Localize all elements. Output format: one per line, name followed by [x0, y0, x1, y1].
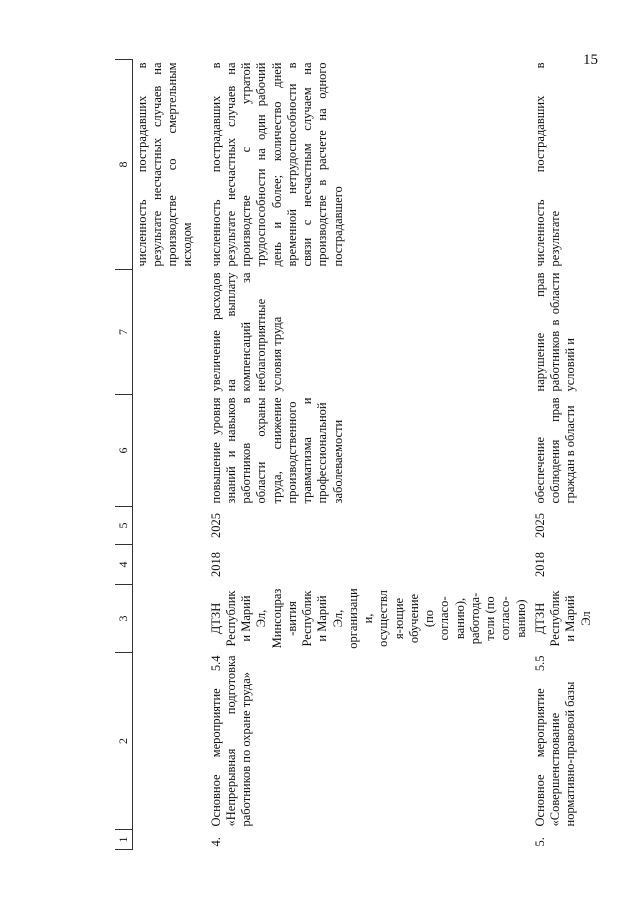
result-cell: [132, 395, 207, 507]
row-number: 5.: [532, 837, 547, 847]
header-col-5: 5: [115, 507, 132, 545]
header-col-7: 7: [115, 270, 132, 395]
table-row: [132, 60, 207, 850]
measure-cell: [132, 653, 207, 830]
measure-cell: Основное мероприятие 5.5 «Совершенствование нормативно-правовой базы: [532, 655, 578, 827]
start-year-cell: 2018: [532, 552, 547, 577]
table-rotation-frame: [115, 60, 625, 850]
header-col-4: 4: [115, 545, 132, 585]
end-year-cell: 2025: [208, 513, 223, 538]
measure-cell: Основное мероприятие 5.4 «Непрерывная подготовка работников по охране труда»: [208, 655, 254, 827]
header-col-2: 2: [115, 653, 132, 830]
table-row: [207, 60, 531, 850]
executor-cell: ДТЗН Республики Марий Эл: [532, 590, 593, 647]
header-col-3: 3: [115, 585, 132, 653]
result-cell: обеспечение соблюдения прав граждан в области: [532, 397, 578, 504]
page-number: 15: [583, 52, 598, 68]
executor-cell: ДТЗН Республики Марий Эл, Минсоцраз-вития Республики Марий Эл, организации, осуществля-ющие обучение (по согласо-ванию), работода-тели (по согласо-ванию): [208, 588, 528, 649]
consequence-cell: нарушение прав работников в области условий и: [532, 272, 578, 392]
table-row: [531, 60, 605, 850]
result-cell: повышение уровня знаний и навыков работников в области охраны труда, снижение производственного травматизма и профессиональной заболеваемости: [208, 397, 345, 504]
indicator-cell: численность пострадавших в результате несчастных случаев на производстве с утратой трудоспособности на один рабочий день и более; количество дней временной нетрудоспособности в связи с несчастным случаем на производстве в расчете на одного пострадавшего: [208, 62, 345, 267]
row-number: [132, 830, 207, 850]
header-col-6: 6: [115, 395, 132, 507]
executor-cell: [132, 585, 207, 653]
header-col-8: 8: [115, 60, 132, 270]
header-col-1: 1: [115, 830, 132, 850]
start-year-cell: [132, 545, 207, 585]
consequence-cell: увеличение расходов на выплату компенсаций за неблагоприятные условия труда: [208, 272, 284, 392]
indicator-cell: численность пострадавших в результате несчастных случаев на производстве со смертельным исходом: [134, 62, 195, 267]
indicator-cell: численность пострадавших в результате: [532, 62, 563, 267]
program-table: [115, 59, 605, 850]
start-year-cell: 2018: [208, 552, 223, 577]
end-year-cell: 2025: [532, 513, 547, 538]
end-year-cell: [132, 507, 207, 545]
consequence-cell: [132, 270, 207, 395]
row-number: 4.: [208, 837, 223, 847]
header-row: [115, 60, 132, 850]
